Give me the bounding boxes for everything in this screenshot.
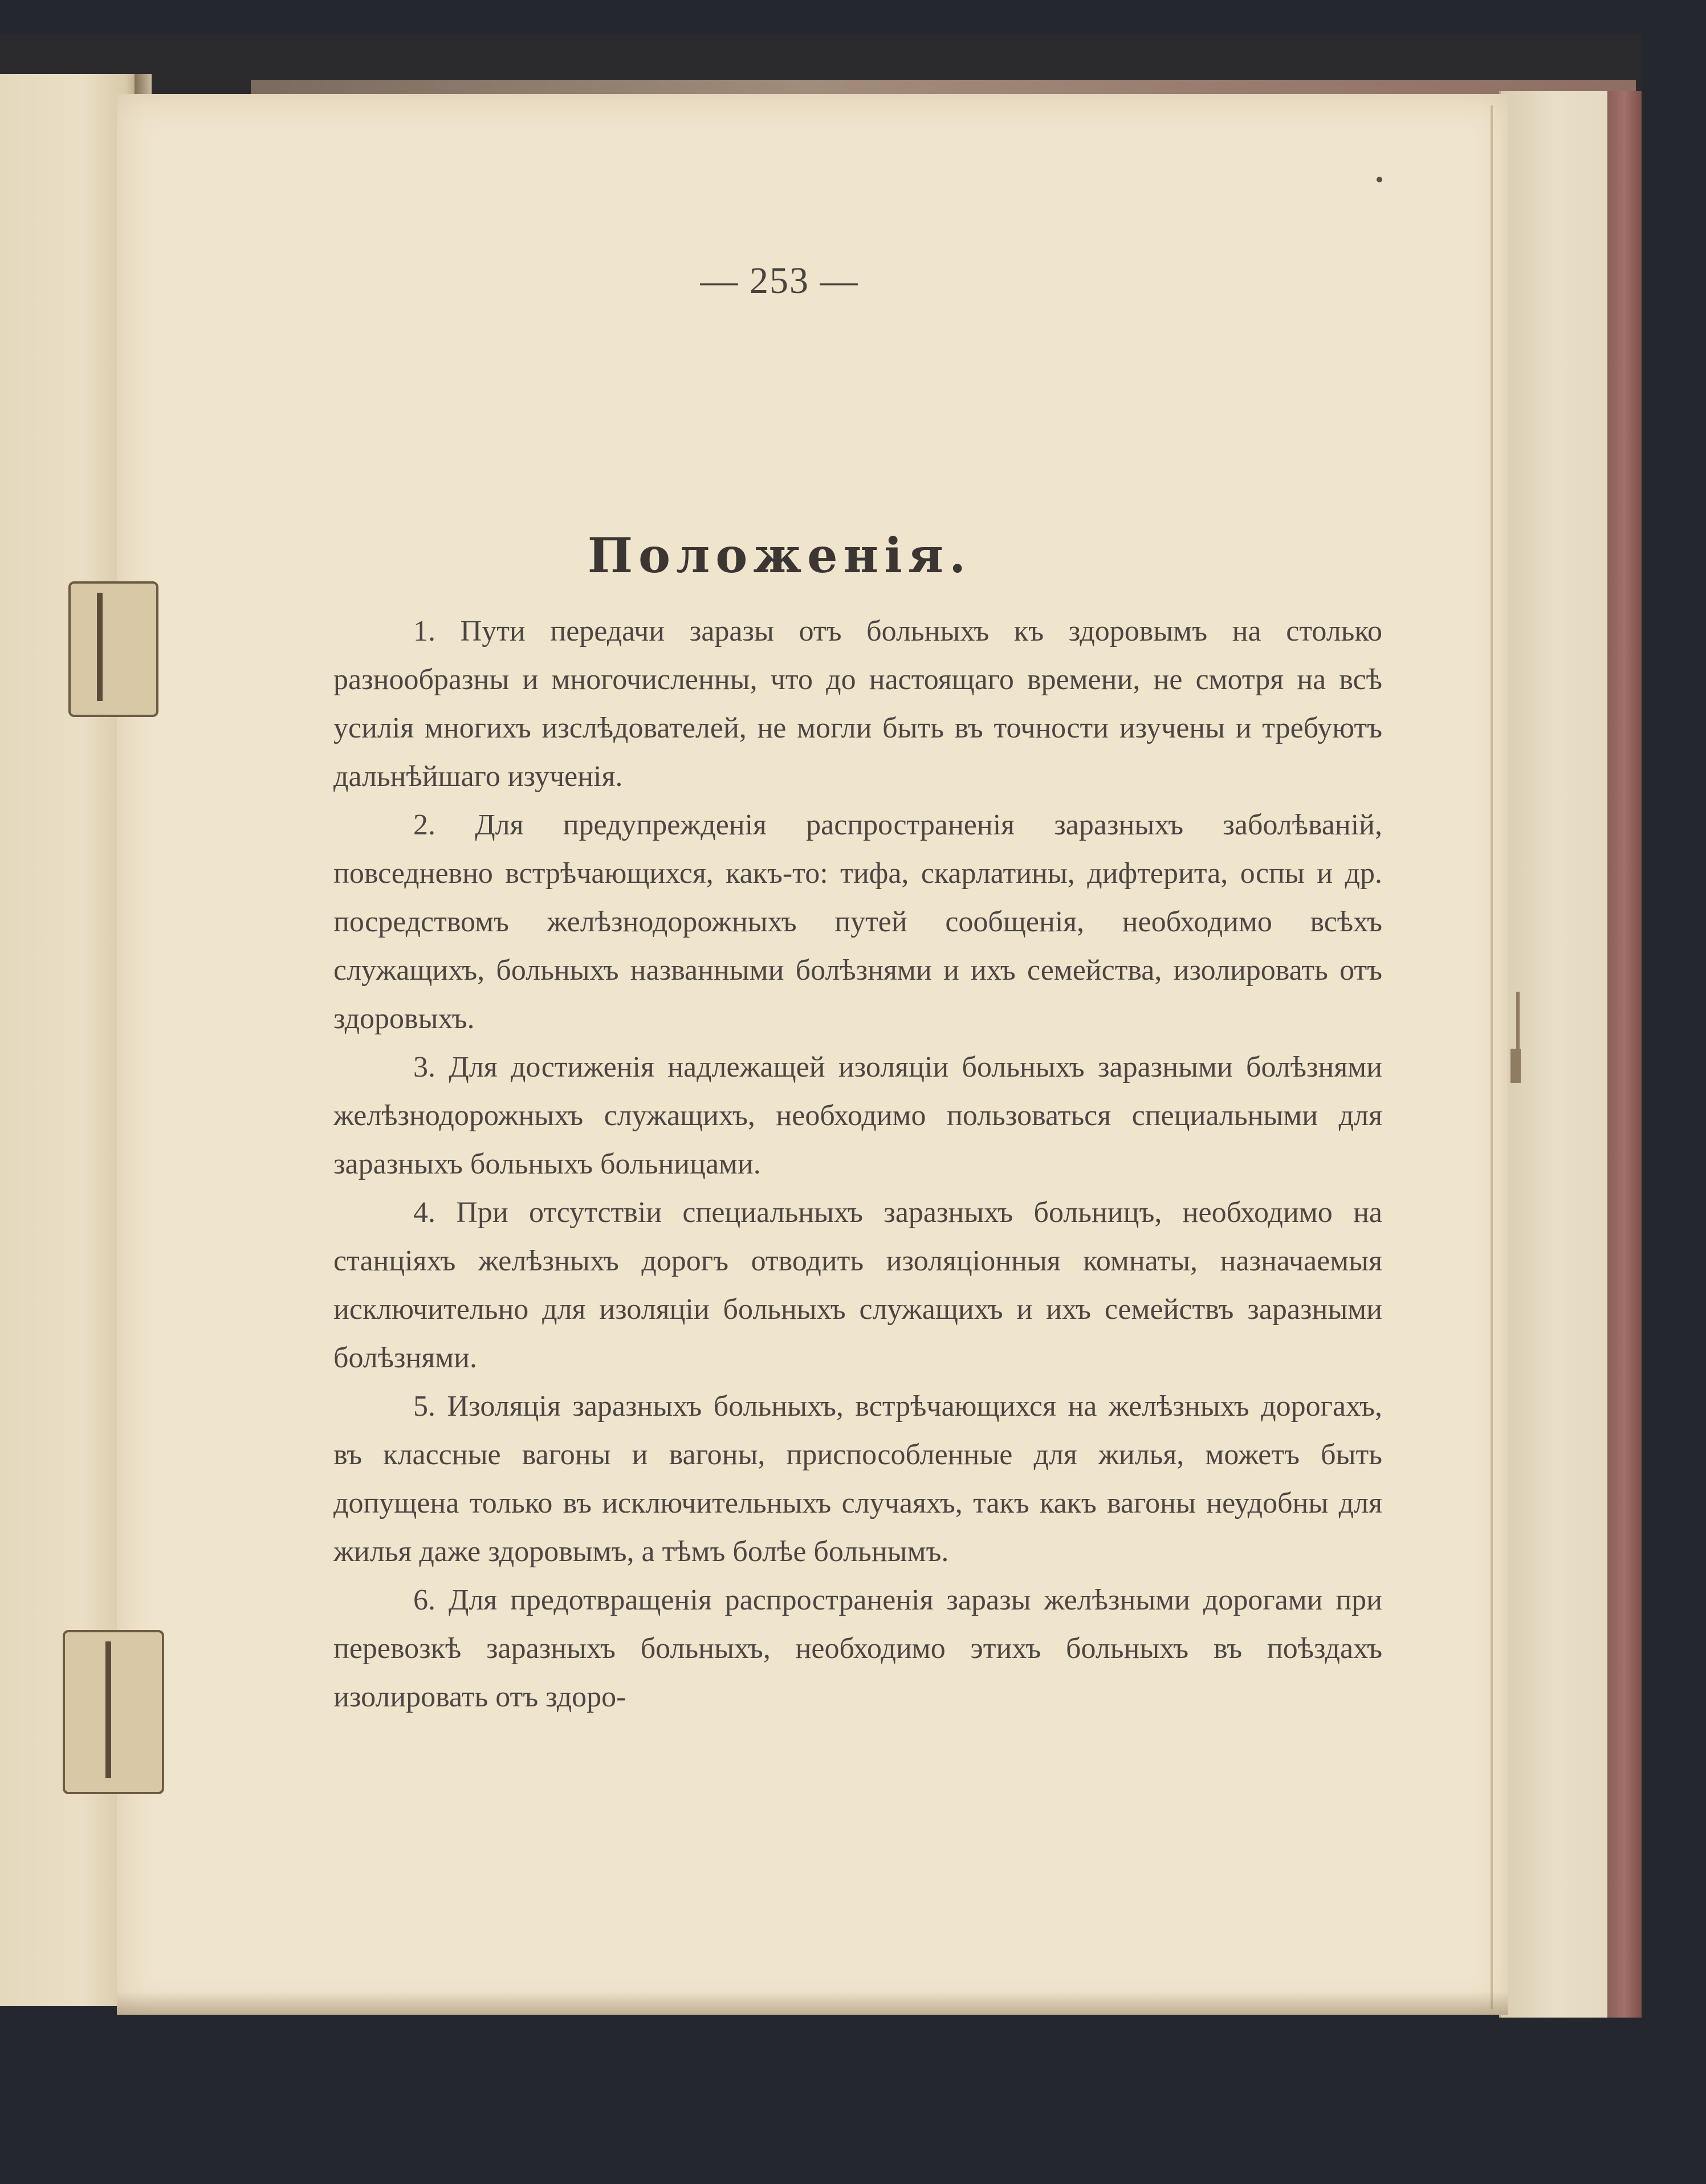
margin-mark-hook bbox=[1510, 1049, 1521, 1083]
paragraph-2: 2. Для предупрежденiя распространенiя заразныхъ заболѣванiй, повседневно встрѣчающихся, какъ-то: тифа, скарлатины, дифтерита, оспы и др. посредствомъ желѣзнодорожныхъ путей сообщенiя, необходимо всѣхъ служащихъ, больныхъ названными болѣзнями и ихъ семейства, изолировать отъ здоровыхъ. bbox=[333, 809, 1382, 1035]
paragraph-6: 6. Для предотвращенiя распространенiя заразы желѣзными дорогами при перевозкѣ заразныхъ больныхъ, необходимо этихъ больныхъ въ поѣздахъ изолировать отъ здоро- bbox=[333, 1584, 1382, 1713]
paragraph-5: 5. Изоляцiя заразныхъ больныхъ, встрѣчающихся на желѣзныхъ дорогахъ, въ классные вагоны и вагоны, приспособленные для жилья, можетъ быть допущена только въ исключительныхъ случаяхъ, такъ какъ вагоны неудобны для жилья даже здоровымъ, а тѣмъ болѣе больнымъ. bbox=[333, 1390, 1382, 1568]
binding-hole-upper bbox=[68, 581, 158, 717]
right-cover-edge bbox=[1607, 91, 1642, 2018]
paragraph-1: 1. Пути передачи заразы отъ больныхъ къ здоровымъ на столько разнообразны и многочисленны, что до настоящаго времени, не смотря на всѣ усилiя многихъ изслѣдователей, не могли быть въ точности изучены и требуютъ дальнѣйшаго изученiя. bbox=[333, 615, 1382, 793]
margin-mark bbox=[1516, 992, 1520, 1049]
paragraph-4: 4. При отсутствiи специальныхъ заразныхъ больницъ, необходимо на станцiяхъ желѣзныхъ дорогъ отводить изоляцiонныя комнаты, назначаемыя исключительно для изоляцiи больныхъ служащихъ и ихъ семействъ заразными болѣзнями. bbox=[333, 1196, 1382, 1374]
page-number: — 253 — bbox=[700, 260, 859, 301]
body-text bbox=[333, 607, 1382, 1721]
book-block bbox=[0, 34, 1642, 1995]
page-bottom-shadow bbox=[117, 1992, 1508, 2015]
page-edge-line bbox=[1491, 105, 1493, 2009]
page bbox=[117, 94, 1508, 2015]
page-heading: Положенiя. bbox=[587, 527, 972, 584]
binding-thread-upper bbox=[97, 593, 103, 701]
paragraph-3: 3. Для достиженiя надлежащей изоляцiи больныхъ заразными болѣзнями желѣзнодорожныхъ служащихъ, необходимо пользоваться специальными для заразныхъ больныхъ больницами. bbox=[333, 1051, 1382, 1180]
binding-hole-lower bbox=[63, 1630, 164, 1794]
binding-thread-lower bbox=[105, 1641, 111, 1778]
ink-dot bbox=[1377, 177, 1382, 182]
